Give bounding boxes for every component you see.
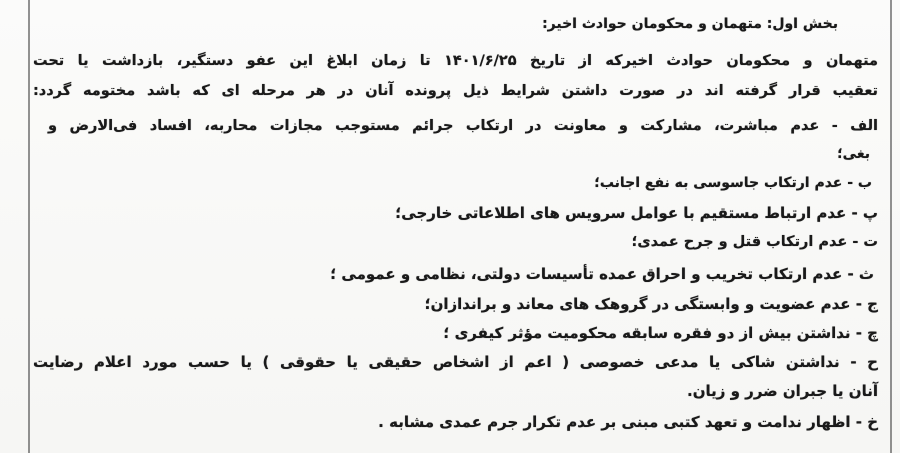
intro-paragraph-line-2: تعقیب قرار گرفته اند در صورت داشتن شرایط ذیل پرونده آنان در هر مرحله ای که باشد مختومه گردد: <box>33 83 878 99</box>
condition-item-se: ث - عدم ارتکاب تخریب و احراق عمده تأسیسات دولتی، نظامی و عمومی ؛ <box>330 265 874 283</box>
document-body <box>33 6 878 449</box>
condition-item-be: ب - عدم ارتکاب جاسوسی به نفع اجانب؛ <box>594 175 872 191</box>
condition-item-he-line-2: آنان یا جبران ضرر و زیان. <box>687 382 878 400</box>
condition-item-jim: ج - عدم عضویت و وابستگی در گروهک های معاند و براندازان؛ <box>424 295 878 313</box>
condition-item-te: ت - عدم ارتکاب قتل و جرح عمدی؛ <box>631 234 878 250</box>
condition-item-pe: پ - عدم ارتباط مستقیم با عوامل سرویس های اطلاعاتی خارجی؛ <box>395 204 878 222</box>
section-heading: بخش اول: متهمان و محکومان حوادث اخیر: <box>542 16 838 32</box>
condition-item-he-line-1: ح - نداشتن شاکی یا مدعی خصوصی ( اعم از اشخاص حقیقی یا حقوقی ) یا حسب مورد اعلام رضایت <box>33 353 878 371</box>
condition-item-khe: خ - اظهار ندامت و تعهد کتبی مبنی بر عدم تکرار جرم عمدی مشابه . <box>378 413 878 431</box>
condition-item-alef-line-1: الف - عدم مباشرت، مشارکت و معاونت در ارتکاب جرائم مستوجب مجازات محاربه، افساد فی‌الارض و <box>48 118 878 134</box>
condition-item-che: چ - نداشتن بیش از دو فقره سابقه محکومیت مؤثر کیفری ؛ <box>443 324 878 342</box>
scan-edge-left <box>28 0 30 453</box>
scan-edge-right <box>890 0 892 453</box>
condition-item-alef-line-2: بغی؛ <box>837 146 870 162</box>
intro-paragraph-line-1: متهمان و محکومان حوادث اخیرکه از تاریخ ۱۴۰۱/۶/۲۵ تا زمان ابلاغ این عفو دستگیر، بازداشت یا تحت <box>33 53 878 69</box>
